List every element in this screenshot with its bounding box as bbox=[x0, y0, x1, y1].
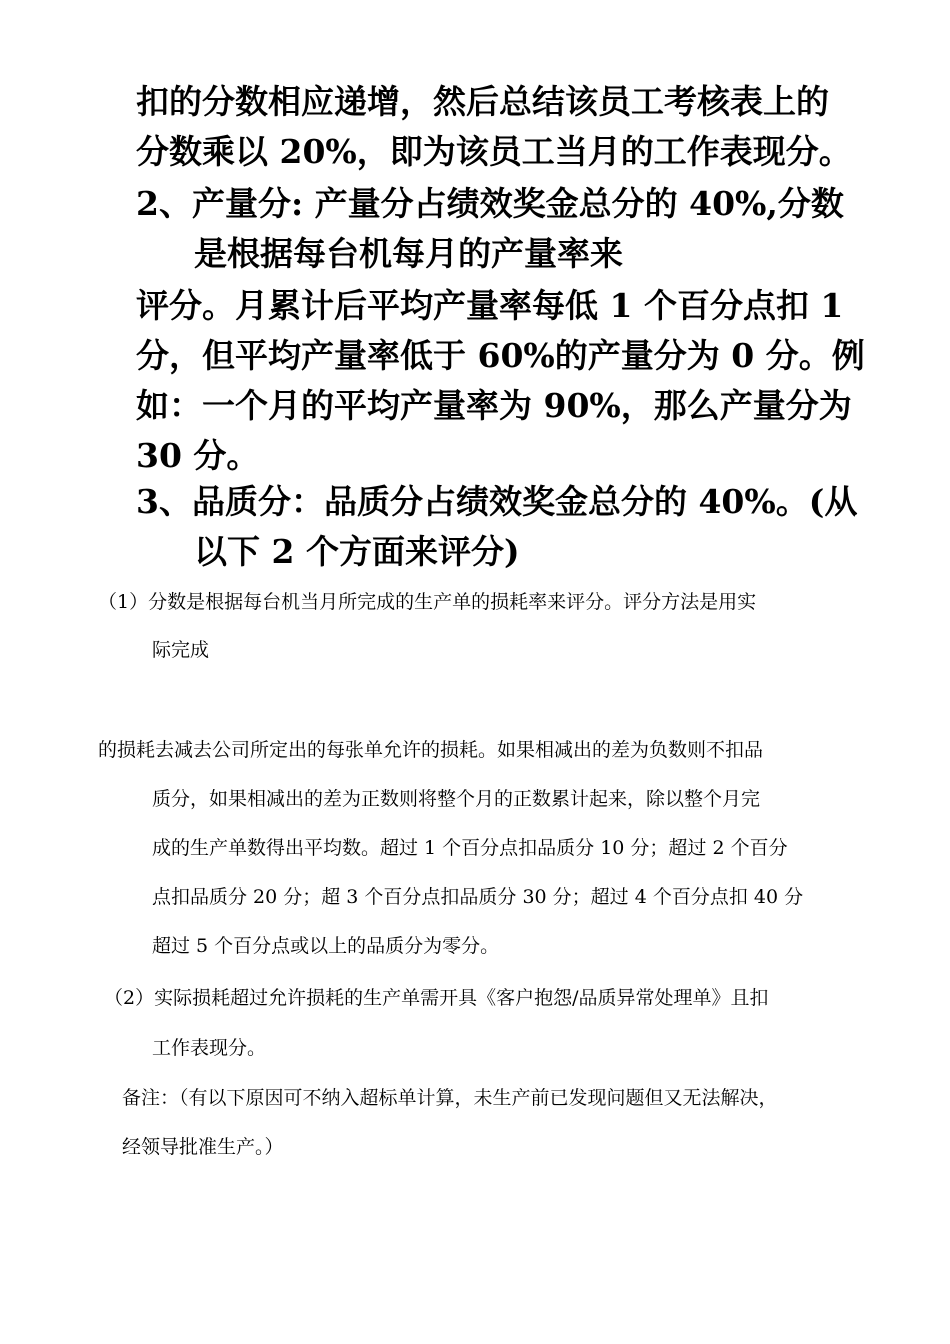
sub1-line-5: 成的生产单数得出平均数。超过 1 个百分点扣品质分 10 分；超过 2 个百分 bbox=[152, 837, 788, 859]
item3-line-1: 3、品质分：品质分占绩效奖金总分的 40%。(从 bbox=[136, 482, 858, 521]
sub1-line-2: 际完成 bbox=[152, 639, 210, 661]
sub2-line-2: 工作表现分。 bbox=[152, 1037, 267, 1059]
item2-line-4: 分，但平均产量率低于 60%的产量分为 0 分。例 bbox=[136, 336, 865, 375]
sub2-line-1: （2）实际损耗超过允许损耗的生产单需开具《客户抱怨/品质异常处理单》且扣 bbox=[104, 987, 769, 1009]
item2-line-6: 30 分。 bbox=[136, 436, 260, 475]
item2-line-1: 2、产量分: 产量分占绩效奖金总分的 40%,分数 bbox=[136, 184, 844, 223]
intro-line-2: 分数乘以 20%，即为该员工当月的工作表现分。 bbox=[136, 132, 852, 171]
sub1-line-1: （1）分数是根据每台机当月所完成的生产单的损耗率来评分。评分方法是用实 bbox=[98, 591, 757, 613]
item2-line-5: 如：一个月的平均产量率为 90%，那么产量分为 bbox=[136, 386, 852, 425]
intro-line-1: 扣的分数相应递增，然后总结该员工考核表上的 bbox=[136, 82, 829, 121]
remark-line-2: 经领导批准生产。） bbox=[122, 1136, 284, 1158]
sub1-line-4: 质分，如果相减出的差为正数则将整个月的正数累计起来，除以整个月完 bbox=[152, 788, 761, 810]
sub1-line-7: 超过 5 个百分点或以上的品质分为零分。 bbox=[152, 935, 500, 957]
remark-line-1: 备注：（有以下原因可不纳入超标单计算，未生产前已发现问题但又无法解决， bbox=[122, 1087, 778, 1109]
sub1-line-3: 的损耗去减去公司所定出的每张单允许的损耗。如果相减出的差为负数则不扣品 bbox=[98, 739, 764, 761]
item3-line-2: 以下 2 个方面来评分) bbox=[194, 532, 520, 571]
sub1-line-6: 点扣品质分 20 分；超 3 个百分点扣品质分 30 分；超过 4 个百分点扣 40 分 bbox=[152, 886, 804, 908]
item2-line-2: 是根据每台机每月的产量率来 bbox=[194, 234, 623, 273]
item2-line-3: 评分。月累计后平均产量率每低 1 个百分点扣 1 bbox=[136, 286, 844, 325]
